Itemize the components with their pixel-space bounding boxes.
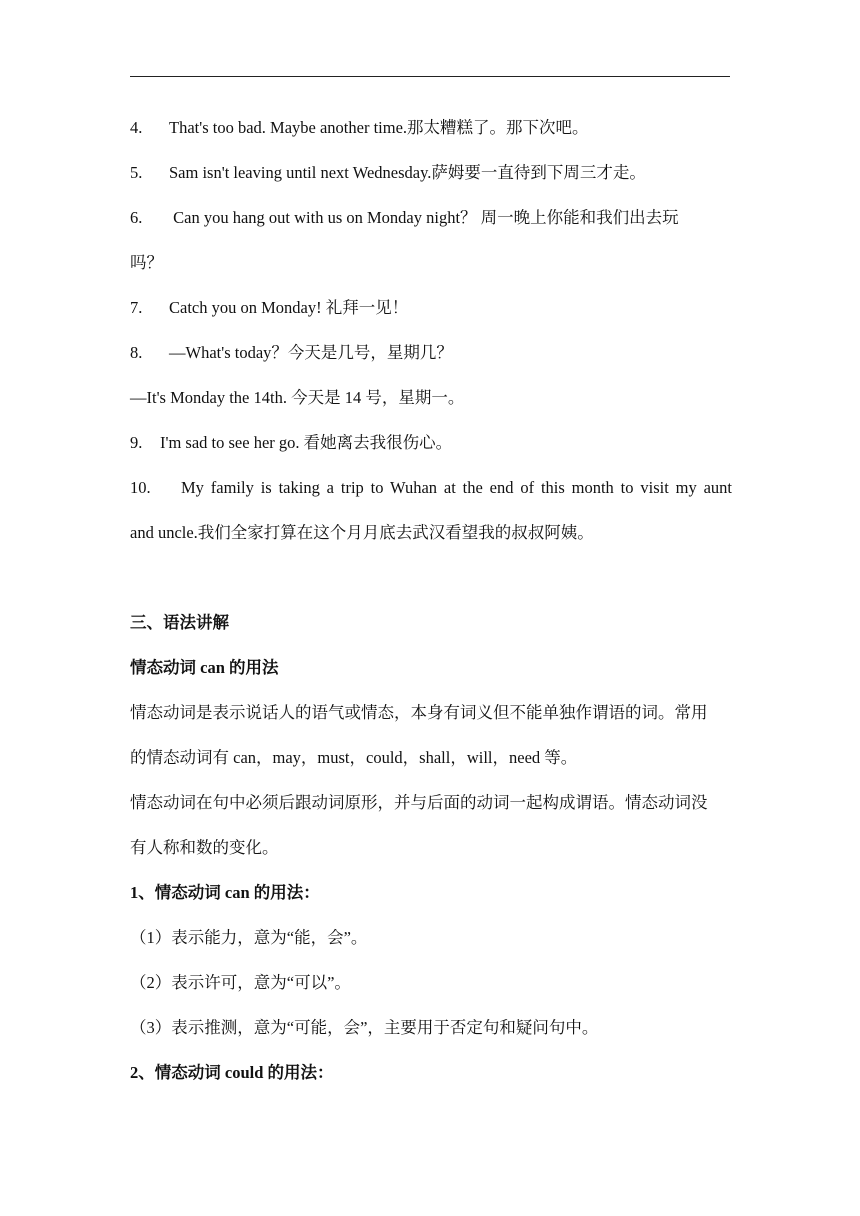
sentence-item — [130, 117, 732, 139]
sentence-text: Can you hang out with us on Monday night？ 周一晚上你能和我们出去玩 — [169, 208, 679, 227]
sentence-continuation: and uncle.我们全家打算在这个月月底去武汉看望我的叔叔阿姨。 — [130, 523, 594, 542]
sentence-item — [130, 207, 732, 229]
sentence-number: 7. — [130, 298, 143, 317]
sentence-continuation: 吗？ — [130, 253, 163, 272]
sentence-text: Sam isn't leaving until next Wednesday.萨姆要一直待到下周三才走。 — [169, 163, 646, 182]
usage-item: （1）表示能力，意为“能，会”。 — [130, 928, 368, 947]
sentence-continuation: —It's Monday the 14th. 今天是 14 号，星期一。 — [130, 388, 465, 407]
sentence-number: 5. — [130, 163, 143, 182]
paragraph-line: 的情态动词有 can，may，must，could，shall，will，need 等。 — [130, 748, 578, 767]
sentence-number: 6. — [130, 208, 143, 227]
sentence-item — [130, 432, 732, 454]
usage-item: （2）表示许可，意为“可以”。 — [130, 973, 351, 992]
sentence-text: I'm sad to see her go. 看她离去我很伤心。 — [160, 433, 453, 452]
sentence-text: Catch you on Monday! 礼拜一见！ — [169, 298, 409, 317]
grammar-subtitle: 情态动词 can 的用法 — [130, 658, 279, 677]
sentence-item — [130, 477, 732, 499]
section-title: 三、语法讲解 — [130, 613, 229, 632]
sentence-number: 9. — [130, 433, 143, 452]
sentence-text: That's too bad. Maybe another time.那太糟糕了。那下次吧。 — [169, 118, 589, 137]
sentence-item — [130, 297, 732, 319]
paragraph-line: 有人称和数的变化。 — [130, 838, 279, 857]
sentence-item — [130, 342, 732, 364]
paragraph-line: 情态动词在句中必须后跟动词原形，并与后面的动词一起构成谓语。情态动词没 — [130, 793, 708, 812]
sentence-text: My family is taking a trip to Wuhan at the end of this month to visit my aunt — [181, 478, 732, 497]
usage-item: （3）表示推测，意为“可能，会”，主要用于否定句和疑问句中。 — [130, 1018, 599, 1037]
header-rule — [130, 76, 730, 77]
paragraph-line: 情态动词是表示说话人的语气或情态，本身有词义但不能单独作谓语的词。常用 — [130, 703, 708, 722]
usage-heading: 1、情态动词 can 的用法： — [130, 883, 320, 902]
usage-heading: 2、情态动词 could 的用法： — [130, 1063, 334, 1082]
sentence-text: —What's today？今天是几号，星期几？ — [169, 343, 453, 362]
sentence-number: 10. — [130, 478, 151, 497]
sentence-number: 8. — [130, 343, 143, 362]
sentence-number: 4. — [130, 118, 143, 137]
sentence-item — [130, 162, 732, 184]
